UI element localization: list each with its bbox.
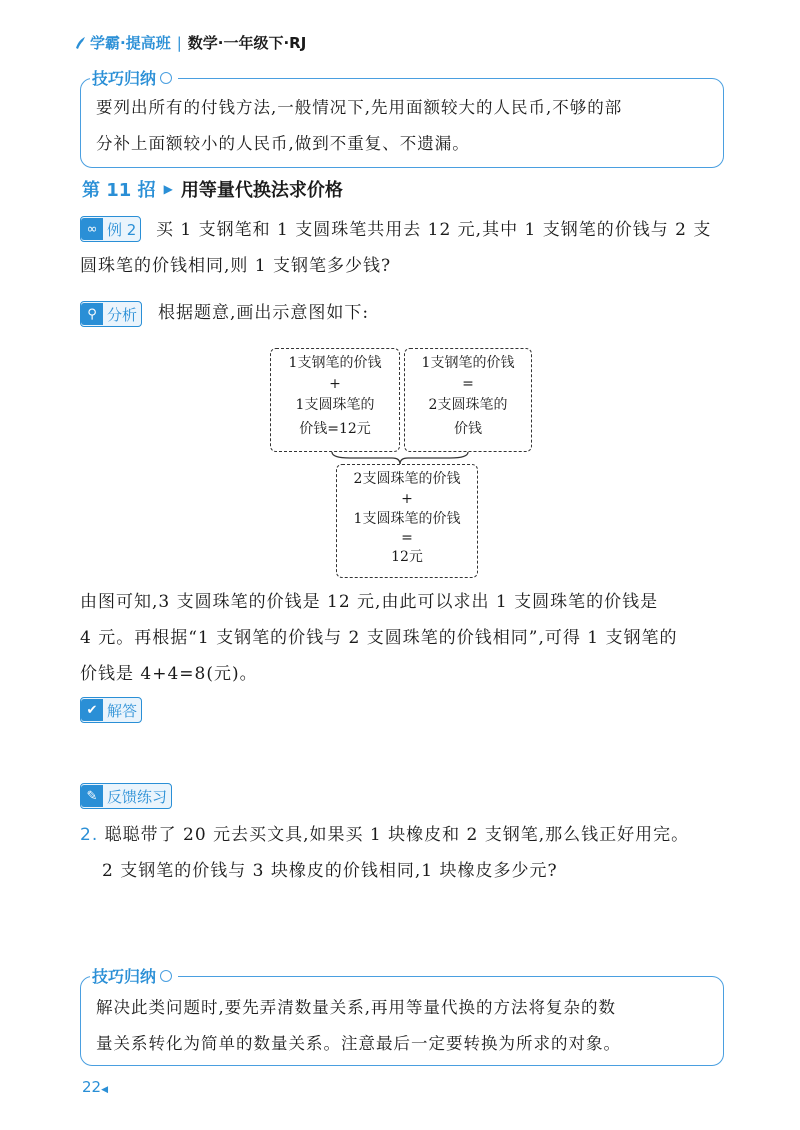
- diagram-line: =: [401, 530, 413, 546]
- diagram-line: 价钱=12元: [299, 421, 371, 437]
- diagram-line: +: [329, 376, 341, 392]
- link-icon: ∞: [81, 218, 103, 240]
- running-header: [74, 32, 306, 53]
- diagram-line: =: [462, 376, 474, 392]
- brand-swoosh-icon: [74, 36, 86, 50]
- diagram-line: 1支圆珠笔的价钱: [353, 511, 461, 527]
- tip-title-text: 技巧归纳: [92, 69, 157, 88]
- answer-badge: [80, 697, 142, 723]
- diagram-line: 2支圆珠笔的: [428, 397, 508, 413]
- tip-text-top: [96, 90, 716, 162]
- conclusion-line: 价钱是 4+4=8(元)。: [80, 664, 258, 684]
- tip-text-bottom: [96, 990, 716, 1062]
- analysis-badge-label: 分析: [107, 305, 138, 324]
- analysis-intro: 根据题意,画出示意图如下:: [158, 303, 370, 323]
- feedback-question: [80, 817, 730, 889]
- diagram-line: 12元: [391, 549, 423, 565]
- analysis-badge: [80, 301, 142, 327]
- header-separator: |: [176, 33, 182, 52]
- answer-badge-label: 解答: [107, 701, 138, 720]
- pencil-icon: ✎: [81, 785, 103, 807]
- tip-line: 量关系转化为简单的数量关系。注意最后一定要转换为所求的对象。: [96, 1034, 621, 1053]
- checkmark-icon: ✔: [81, 699, 103, 721]
- conclusion-text: [80, 584, 730, 692]
- question-number: 2.: [80, 825, 99, 845]
- diagram-box-right: [404, 348, 532, 452]
- diagram-line: 1支圆珠笔的: [295, 397, 375, 413]
- feedback-badge: [80, 783, 172, 809]
- diagram-line: +: [401, 491, 413, 507]
- diagram-line: 1支钢笔的价钱: [288, 355, 382, 371]
- diagram-line: 价钱: [454, 421, 482, 437]
- conclusion-line: 4 元。再根据“1 支钢笔的价钱与 2 支圆珠笔的价钱相同”,可得 1 支钢笔的: [80, 628, 678, 648]
- example-line: 圆珠笔的价钱相同,则 1 支钢笔多少钱?: [80, 256, 392, 276]
- tip-title-bottom: [90, 964, 178, 987]
- diagram-box-bottom: [336, 464, 478, 578]
- tip-title-top: [90, 66, 178, 89]
- feedback-badge-label: 反馈练习: [107, 787, 168, 806]
- section-heading: [82, 176, 343, 202]
- example-text: [80, 212, 730, 284]
- tip-line: 解决此类问题时,要先弄清数量关系,再用等量代换的方法将复杂的数: [96, 998, 616, 1017]
- play-arrow-icon: ▶: [163, 182, 173, 196]
- diagram-box-left: [270, 348, 400, 452]
- section-title: 用等量代换法求价格: [180, 180, 343, 201]
- tip-line: 要列出所有的付钱方法,一般情况下,先用面额较大的人民币,不够的部: [96, 98, 623, 117]
- section-number: 第 11 招: [82, 180, 156, 201]
- tip-line: 分补上面额较小的人民币,做到不重复、不遗漏。: [96, 134, 470, 153]
- diagram-line: 1支钢笔的价钱: [421, 355, 515, 371]
- tip-title-text: 技巧归纳: [92, 967, 157, 986]
- circle-bullet-icon: [160, 72, 172, 84]
- question-line: 2 支钢笔的价钱与 3 块橡皮的价钱相同,1 块橡皮多少元?: [102, 861, 558, 881]
- example-line: 买 1 支钢笔和 1 支圆珠笔共用去 12 元,其中 1 支钢笔的价钱与 2 支: [156, 220, 712, 240]
- conclusion-line: 由图可知,3 支圆珠笔的价钱是 12 元,由此可以求出 1 支圆珠笔的价钱是: [80, 592, 659, 612]
- page-number: [82, 1078, 108, 1096]
- example-badge-label: 例 2: [107, 220, 137, 239]
- diagram-line: 2支圆珠笔的价钱: [353, 471, 461, 487]
- magnifier-icon: ⚲: [81, 303, 103, 325]
- brand-name: 学霸·提高班: [90, 34, 171, 52]
- circle-bullet-icon: [160, 970, 172, 982]
- page-arrow-icon: ◀: [101, 1085, 109, 1095]
- subject-title: 数学·一年级下·RJ: [187, 34, 307, 52]
- page-number-text: 22: [82, 1078, 102, 1096]
- question-line: 聪聪带了 20 元去买文具,如果买 1 块橡皮和 2 支钢笔,那么钱正好用完。: [104, 825, 690, 845]
